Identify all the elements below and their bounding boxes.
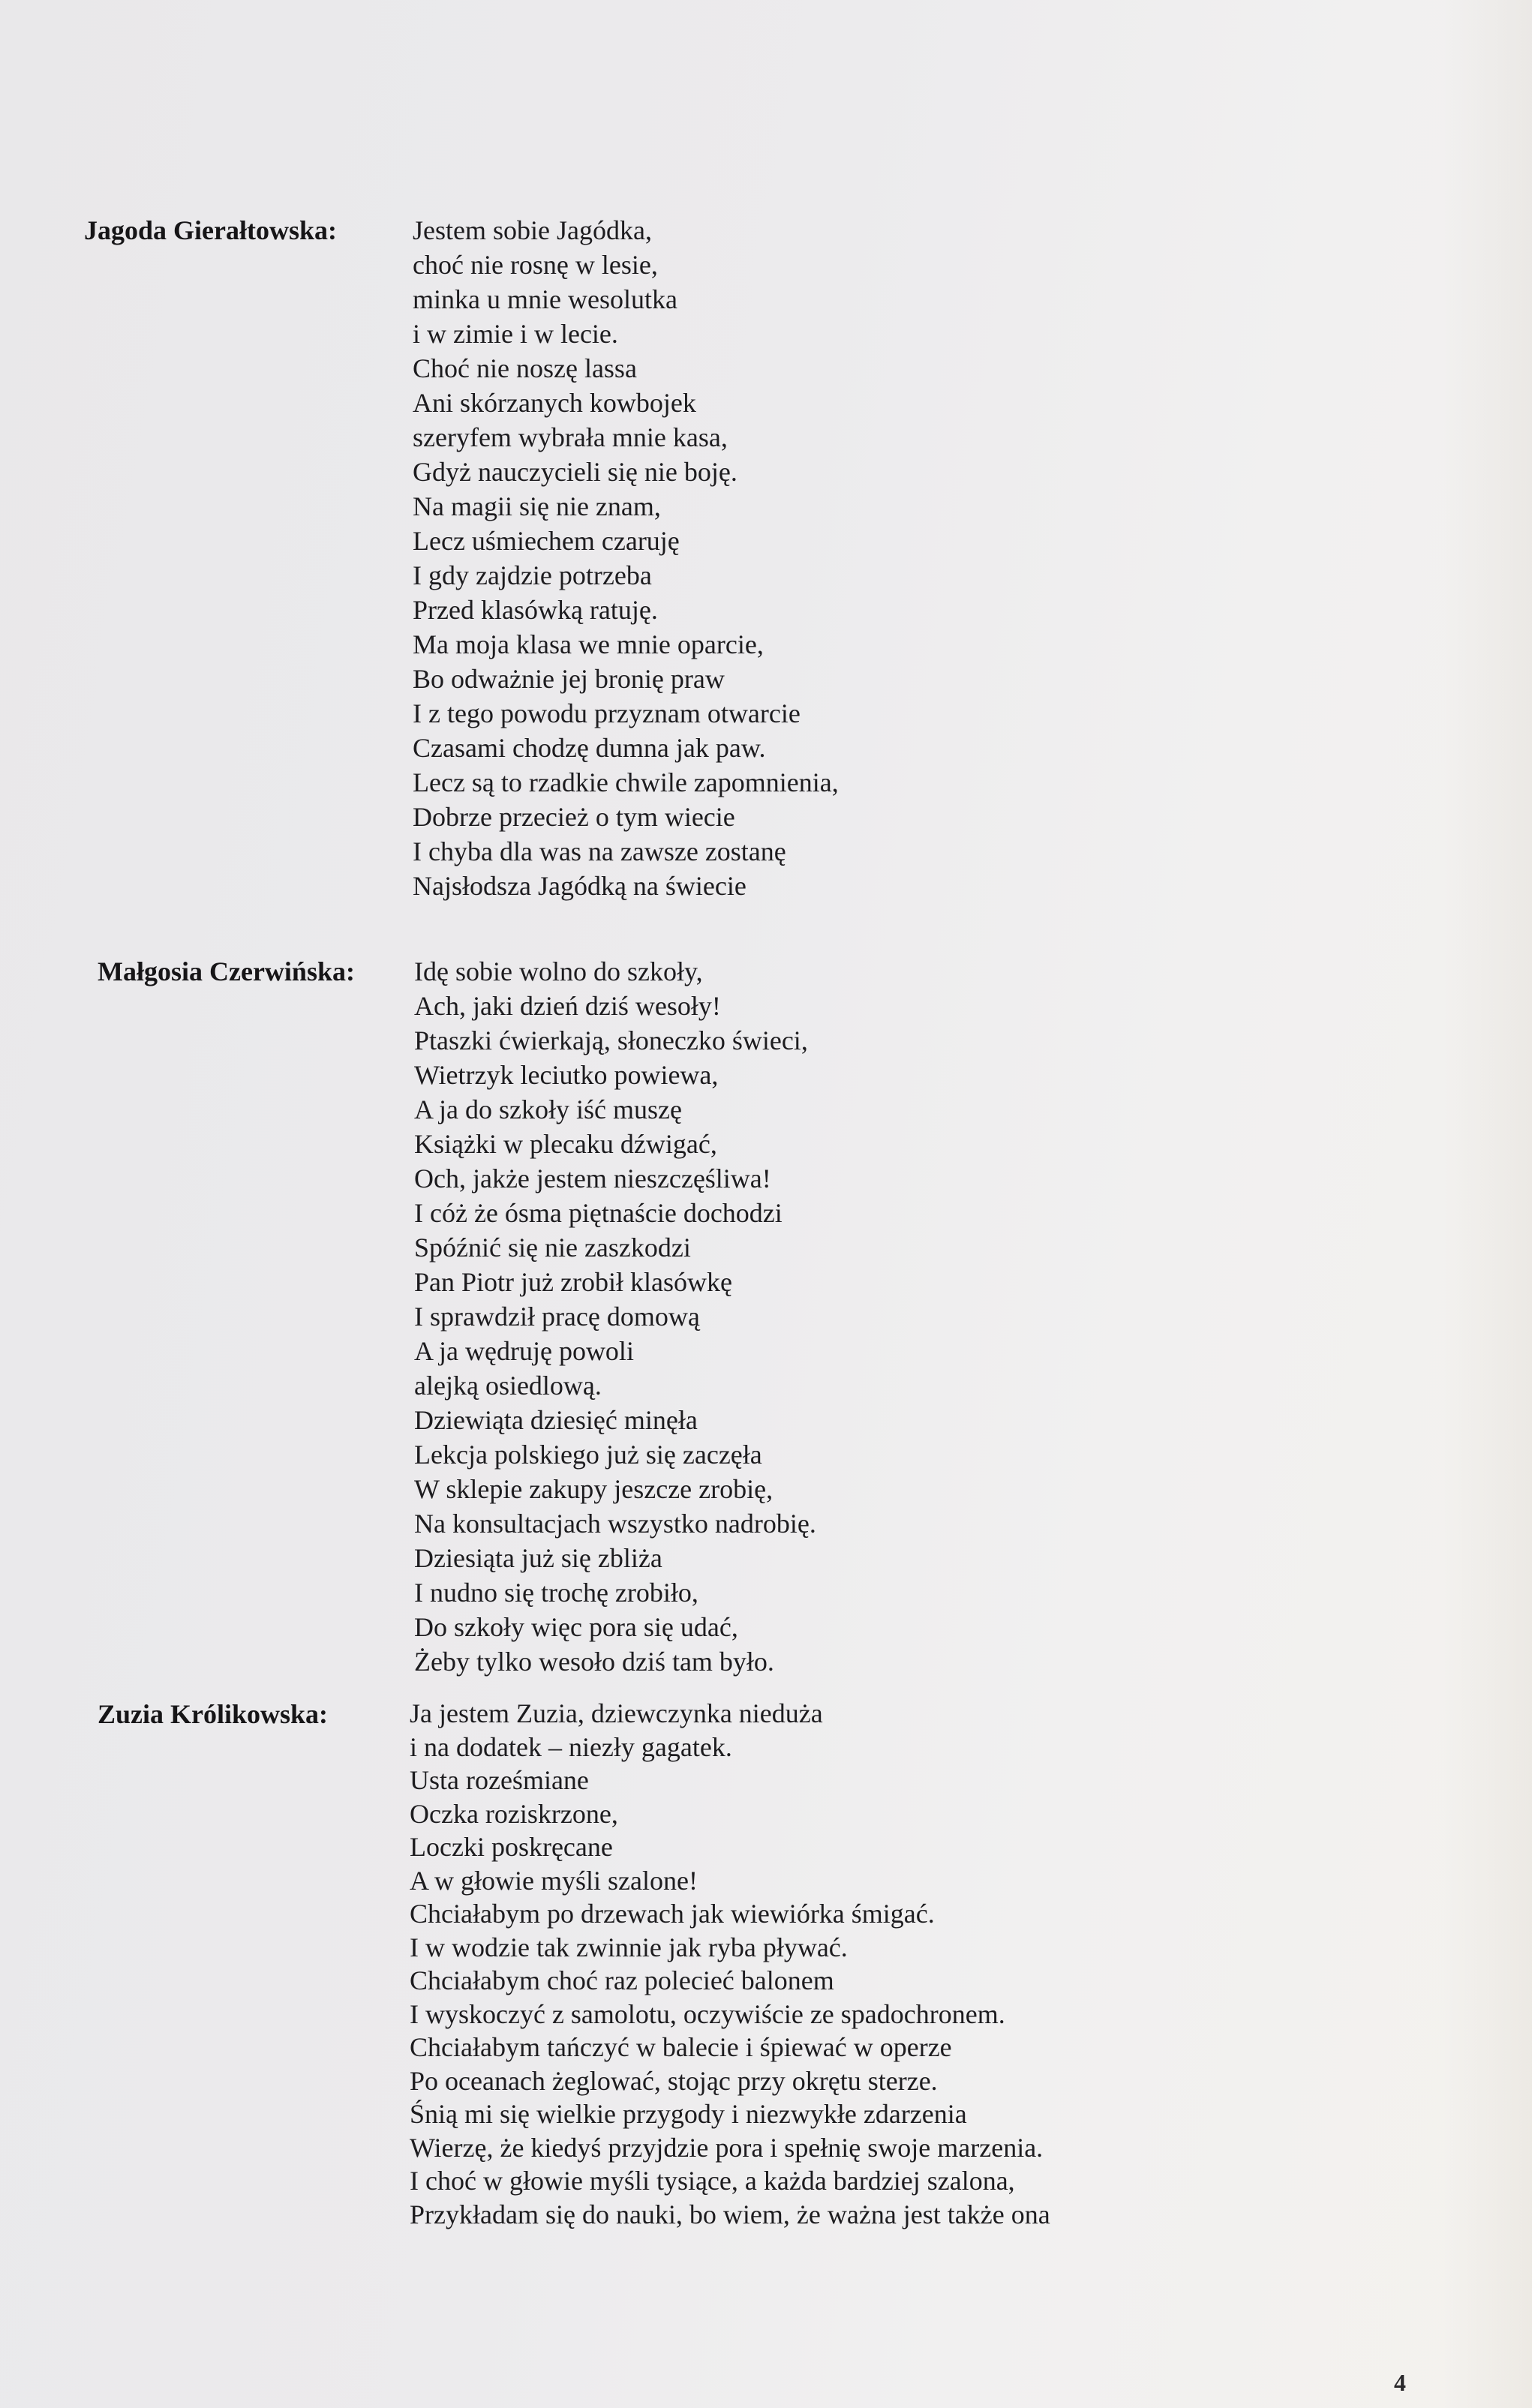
- verse-line: i w zimie i w lecie.: [413, 319, 618, 349]
- verse-line: Ach, jaki dzień dziś wesoły!: [414, 991, 721, 1021]
- verse-line: Pan Piotr już zrobił klasówkę: [414, 1267, 732, 1297]
- speaker-name: Jagoda Gierałtowska:: [84, 215, 337, 245]
- verse-line: i na dodatek – niezły gagatek.: [410, 1731, 732, 1762]
- verse-line: Śnią mi się wielkie przygody i niezwykłe zdarzenia: [410, 2099, 967, 2129]
- verse-line: Ma moja klasa we mnie oparcie,: [413, 629, 764, 659]
- verse-line: Choć nie noszę lassa: [413, 353, 637, 383]
- verse-line: Wietrzyk leciutko powiewa,: [414, 1060, 719, 1090]
- verse-line: Loczki poskręcane: [410, 1832, 613, 1862]
- verse-line: Lecz są to rzadkie chwile zapomnienia,: [413, 767, 839, 797]
- verse-line: Żeby tylko wesoło dziś tam było.: [414, 1647, 774, 1677]
- verse-line: W sklepie zakupy jeszcze zrobię,: [414, 1474, 774, 1504]
- verse-line: szeryfem wybrała mnie kasa,: [413, 422, 728, 452]
- paper-shadow: [1442, 0, 1532, 2408]
- speaker-name: Małgosia Czerwińska:: [98, 956, 355, 986]
- verse-line: I w wodzie tak zwinnie jak ryba pływać.: [410, 1932, 848, 1962]
- verse-line: minka u mnie wesolutka: [413, 284, 677, 314]
- verse-block: [413, 213, 839, 903]
- verse-line: Spóźnić się nie zaszkodzi: [414, 1233, 691, 1263]
- verse-line: A w głowie myśli szalone!: [410, 1865, 698, 1896]
- verse-line: Bo odważnie jej bronię praw: [413, 664, 725, 694]
- verse-block: [414, 954, 816, 1679]
- verse-line: Ani skórzanych kowbojek: [413, 388, 696, 418]
- verse-line: Dziewiąta dziesięć minęła: [414, 1405, 698, 1435]
- verse-line: I chyba dla was na zawsze zostanę: [413, 836, 786, 866]
- verse-line: Przykładam się do nauki, bo wiem, że ważna jest także ona: [410, 2199, 1050, 2229]
- verse-line: Och, jakże jestem nieszczęśliwa!: [414, 1163, 771, 1193]
- verse-line: A ja wędruję powoli: [414, 1336, 634, 1366]
- verse-line: Na konsultacjach wszystko nadrobię.: [414, 1509, 816, 1539]
- verse-line: Książki w plecaku dźwigać,: [414, 1129, 717, 1159]
- verse-line: Gdyż nauczycieli się nie boję.: [413, 457, 737, 487]
- verse-block: [410, 1697, 1050, 2231]
- speaker-name: Zuzia Królikowska:: [98, 1699, 329, 1729]
- verse-line: Czasami chodzę dumna jak paw.: [413, 733, 766, 763]
- verse-line: I z tego powodu przyznam otwarcie: [413, 698, 801, 728]
- verse-line: I cóż że ósma piętnaście dochodzi: [414, 1198, 783, 1228]
- verse-line: Jestem sobie Jagódka,: [413, 215, 652, 245]
- verse-line: A ja do szkoły iść muszę: [414, 1094, 682, 1124]
- verse-line: I wyskoczyć z samolotu, oczywiście ze spadochronem.: [410, 1998, 1005, 2029]
- verse-line: Dziesiąta już się zbliża: [414, 1543, 662, 1573]
- verse-line: Oczka roziskrzone,: [410, 1798, 618, 1829]
- verse-line: Wierzę, że kiedyś przyjdzie pora i spełnię swoje marzenia.: [410, 2132, 1044, 2163]
- verse-line: I nudno się trochę zrobiło,: [414, 1578, 698, 1608]
- verse-line: alejką osiedlową.: [414, 1371, 602, 1401]
- verse-line: Usta roześmiane: [410, 1765, 589, 1795]
- verse-line: I choć w głowie myśli tysiące, a każda bardziej szalona,: [410, 2166, 1015, 2196]
- verse-line: Dobrze przecież o tym wiecie: [413, 802, 735, 832]
- page-number: 4: [1394, 2369, 1406, 2396]
- verse-line: Chciałabym tańczyć w balecie i śpiewać w operze: [410, 2032, 952, 2062]
- verse-line: Chciałabym po drzewach jak wiewiórka śmigać.: [410, 1899, 935, 1929]
- verse-line: Ptaszki ćwierkają, słoneczko świeci,: [414, 1025, 808, 1055]
- verse-line: Ja jestem Zuzia, dziewczynka nieduża: [410, 1698, 823, 1728]
- verse-line: Do szkoły więc pora się udać,: [414, 1612, 738, 1642]
- verse-line: Najsłodsza Jagódką na świecie: [413, 871, 746, 901]
- verse-line: choć nie rosnę w lesie,: [413, 250, 658, 280]
- verse-line: I gdy zajdzie potrzeba: [413, 560, 652, 590]
- verse-line: Idę sobie wolno do szkoły,: [414, 956, 703, 986]
- verse-line: Po oceanach żeglować, stojąc przy okrętu sterze.: [410, 2065, 938, 2096]
- verse-line: Przed klasówką ratuję.: [413, 595, 658, 625]
- verse-line: I sprawdził pracę domową: [414, 1302, 700, 1332]
- verse-line: Lecz uśmiechem czaruję: [413, 526, 680, 556]
- verse-line: Chciałabym choć raz polecieć balonem: [410, 1965, 834, 1995]
- verse-line: Na magii się nie znam,: [413, 491, 661, 521]
- verse-line: Lekcja polskiego już się zaczęła: [414, 1440, 762, 1470]
